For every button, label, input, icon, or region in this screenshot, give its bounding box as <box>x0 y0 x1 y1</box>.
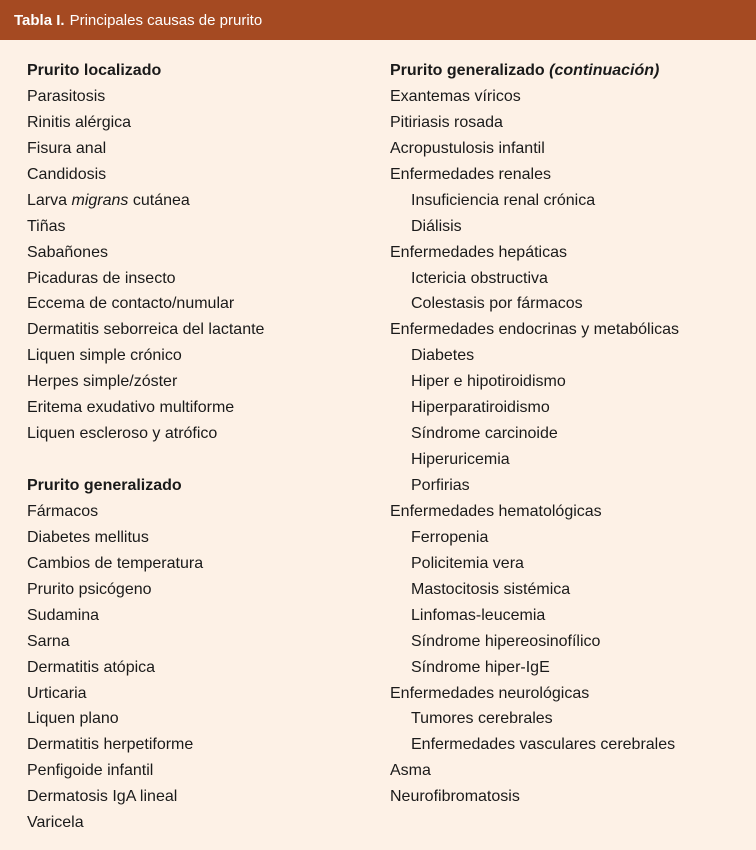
section-heading-continuacion <box>390 58 679 84</box>
list-subitem: Síndrome hiper-IgE <box>411 658 550 676</box>
list-item: Liquen simple crónico <box>27 347 182 365</box>
table-title: Principales causas de prurito <box>69 11 263 29</box>
list-item: Eccema de contacto/numular <box>27 295 235 313</box>
list-item: Cambios de temperatura <box>27 554 204 572</box>
larva-tail: cutánea <box>132 191 190 209</box>
list-subitem: Hiperuricemia <box>411 451 510 469</box>
list-item: Fisura anal <box>27 139 107 157</box>
list-item: Penfigoide infantil <box>27 762 154 780</box>
list-subitem: Diabetes <box>411 347 475 365</box>
list-item: Asma <box>390 762 431 780</box>
list-subitem: Hiperparatiroidismo <box>411 399 550 417</box>
section-heading-localizado: Prurito localizado <box>27 62 162 79</box>
list-item: Tiñas <box>27 217 66 235</box>
list-item: Fármacos <box>27 502 99 520</box>
list-item: Acropustulosis infantil <box>390 139 545 157</box>
list-item: Sudamina <box>27 606 100 624</box>
list-item: Enfermedades endocrinas y metabólicas <box>390 321 680 339</box>
list-subitem: Hiper e hipotiroidismo <box>411 373 566 391</box>
list-item: Enfermedades hepáticas <box>390 243 567 261</box>
list-item: Candidosis <box>27 165 107 183</box>
left-column <box>27 58 264 836</box>
list-item: Dermatitis atópica <box>27 658 156 676</box>
list-item: Prurito psicógeno <box>27 580 152 598</box>
list-subitem: Linfomas-leucemia <box>411 606 546 624</box>
list-subitem: Enfermedades vasculares cerebrales <box>411 736 676 754</box>
right-column <box>390 58 679 810</box>
list-item: Sarna <box>27 632 70 650</box>
section-heading-generalizado: Prurito generalizado <box>27 477 182 494</box>
list-item: Picaduras de insecto <box>27 269 176 287</box>
list-item: Neurofibromatosis <box>390 788 520 806</box>
larva-italic: migrans <box>71 191 129 209</box>
list-subitem: Policitemia vera <box>411 554 524 572</box>
list-subitem: Diálisis <box>411 217 462 235</box>
list-item: Rinitis alérgica <box>27 113 132 131</box>
table-header <box>0 0 756 40</box>
heading-continuation: (continuación) <box>549 62 660 79</box>
list-item: Dermatosis IgA lineal <box>27 788 178 806</box>
list-item: Dermatitis seborreica del lactante <box>27 321 265 339</box>
list-item: Pitiriasis rosada <box>390 113 503 131</box>
section-spacer <box>27 447 264 473</box>
list-subitem: Porfirias <box>411 477 470 494</box>
list-item: Dermatitis herpetiforme <box>27 736 194 754</box>
table-number: Tabla I. <box>14 11 65 29</box>
list-subitem: Síndrome hipereosinofílico <box>411 632 601 650</box>
list-item: Exantemas víricos <box>390 87 521 105</box>
list-subitem: Ictericia obstructiva <box>411 269 548 287</box>
list-item: Eritema exudativo multiforme <box>27 399 235 417</box>
list-subitem: Tumores cerebrales <box>411 710 553 728</box>
list-item: Sabañones <box>27 243 108 261</box>
list-item: Herpes simple/zóster <box>27 373 178 391</box>
list-item: Liquen escleroso y atrófico <box>27 425 218 443</box>
list-item-larva <box>27 188 264 214</box>
list-item: Liquen plano <box>27 710 119 728</box>
list-subitem: Ferropenia <box>411 528 489 546</box>
heading-main: Prurito generalizado <box>390 62 545 79</box>
list-item: Urticaria <box>27 684 87 702</box>
list-subitem: Mastocitosis sistémica <box>411 580 571 598</box>
list-item: Parasitosis <box>27 87 106 105</box>
list-item: Varicela <box>27 814 84 832</box>
list-subitem: Colestasis por fármacos <box>411 295 583 313</box>
list-subitem: Síndrome carcinoide <box>411 425 558 443</box>
list-subitem: Insuficiencia renal crónica <box>411 191 596 209</box>
list-item: Diabetes mellitus <box>27 528 149 546</box>
larva-prefix: Larva <box>27 191 68 209</box>
right-rows <box>390 84 679 810</box>
list-item: Enfermedades hematológicas <box>390 502 602 520</box>
list-item: Enfermedades renales <box>390 165 551 183</box>
list-item: Enfermedades neurológicas <box>390 684 590 702</box>
